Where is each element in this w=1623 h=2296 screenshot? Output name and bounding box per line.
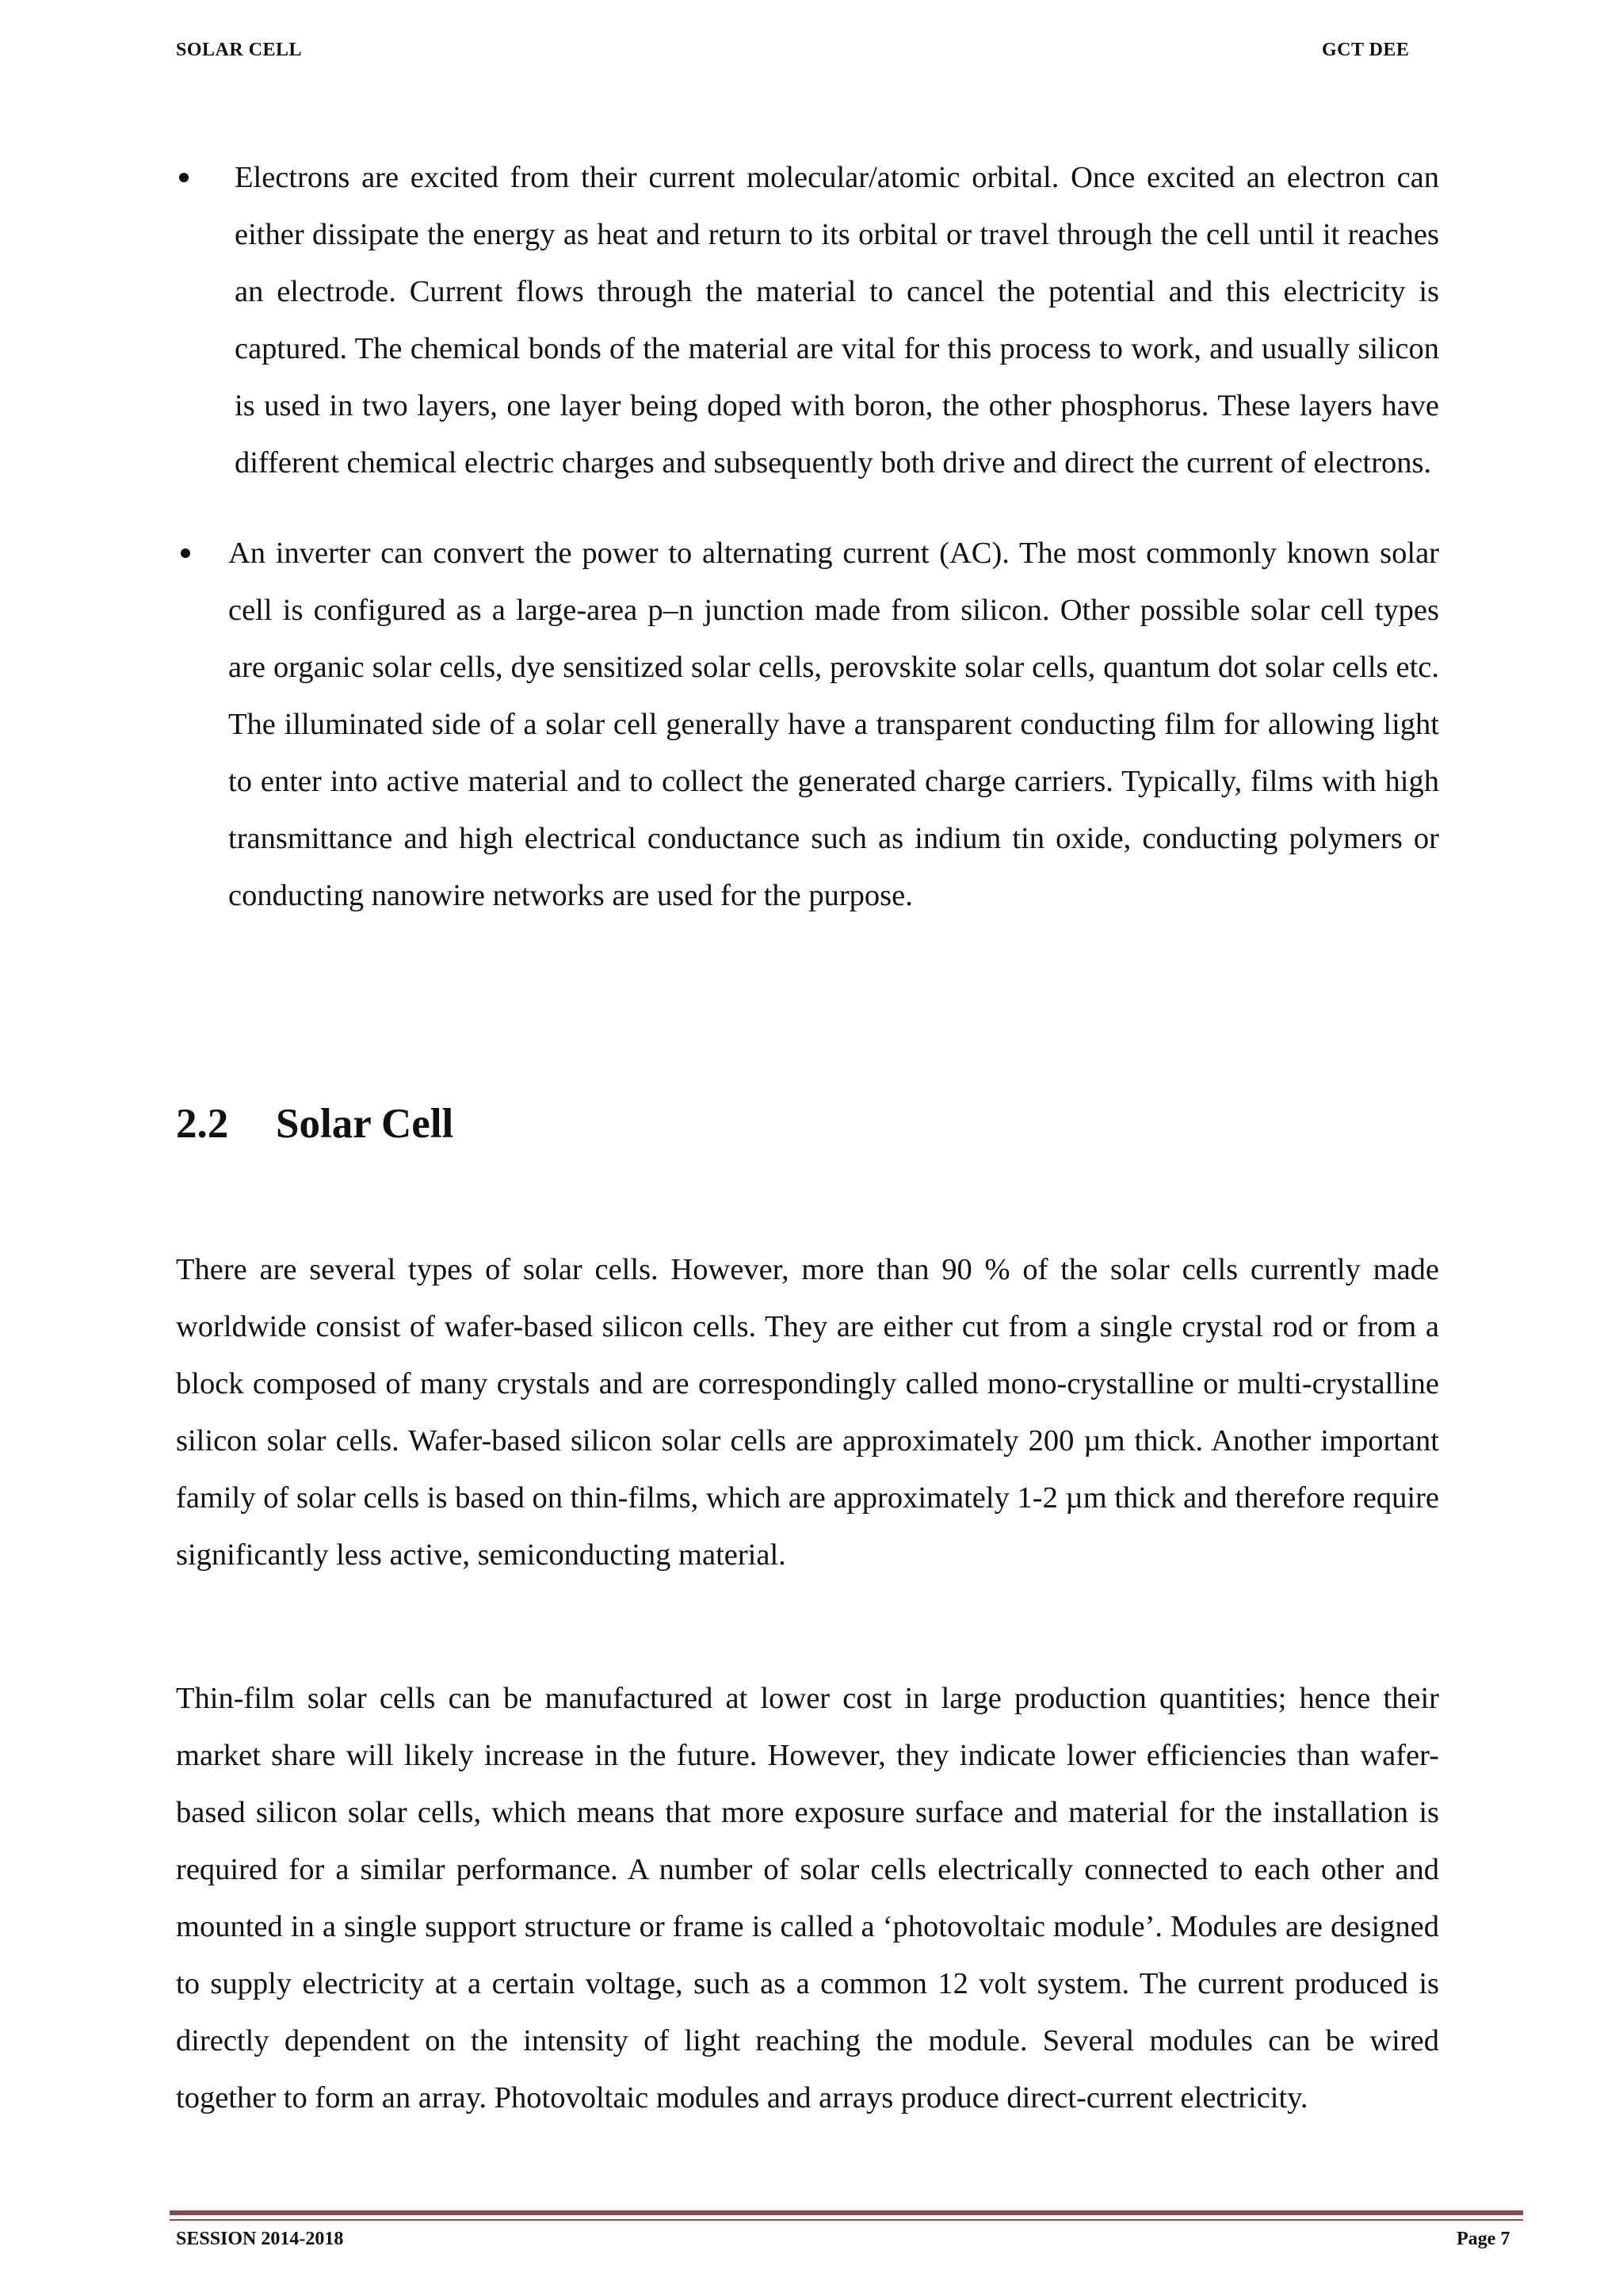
bullet-item-inverter <box>228 525 1439 924</box>
bullet-dot-icon <box>179 173 189 182</box>
footer-page-number: Page 7 <box>1457 2229 1510 2249</box>
footer-divider-thick <box>170 2210 1523 2215</box>
bullet-text: An inverter can convert the power to alternating current (AC). The most commonly known solar cell is configured as a large-area p–n junction made from silicon. Other possible solar cell types are organic solar cells, dye sensitized solar cells, perovskite solar cells, quantum dot solar cells etc. The illuminated side of a solar cell generally have a transparent conducting film for allowing light to enter into active material and to collect the generated charge carriers. Typically, films with high transmittance and high electrical conductance such as indium tin oxide, conducting polymers or conducting nanowire networks are used for the purpose. <box>228 537 1439 912</box>
paragraph-solar-cell-types: There are several types of solar cells. However, more than 90 % of the solar cells currently made worldwide consist of wafer-based silicon cells. They are either cut from a single crystal rod or from a block composed of many crystals and are correspondingly called mono-crystalline or multi-crystalline silicon solar cells. Wafer-based silicon solar cells are approximately 200 µm thick. Another important family of solar cells is based on thin-films, which are approximately 1-2 µm thick and therefore require significantly less active, semiconducting material. <box>176 1253 1439 1572</box>
section-heading <box>176 1100 453 1148</box>
bullet-item-electrons <box>235 149 1439 491</box>
bullet-text: Electrons are excited from their current molecular/atomic orbital. Once excited an electron can either dissipate the energy as heat and return to its orbital or travel through the cell until it reaches an electrode. Current flows through the material to cancel the potential and this electricity is captured. The chemical bonds of the material are vital for this process to work, and usually silicon is used in two layers, one layer being doped with boron, the other phosphorus. These layers have different chemical electric charges and subsequently both drive and direct the current of electrons. <box>235 161 1439 479</box>
footer-divider-thin <box>170 2219 1523 2221</box>
bullet-dot-icon <box>181 548 190 558</box>
section-number: 2.2 <box>176 1101 229 1147</box>
bullet-list <box>0 149 1623 924</box>
paragraph-thin-film: Thin-film solar cells can be manufactured at lower cost in large production quantities; hence their market share will likely increase in the future. However, they indicate lower efficiencies than wafer-based silicon solar cells, which means that more exposure surface and material for the installation is required for a similar performance. A number of solar cells electrically connected to each other and mounted in a single support structure or frame is called a ‘photovoltaic module’. Modules are designed to supply electricity at a certain voltage, such as a common 12 volt system. The current produced is directly dependent on the intensity of light reaching the module. Several modules can be wired together to form an array. Photovoltaic modules and arrays produce direct-current electricity. <box>176 1682 1439 2115</box>
header-department: GCT DEE <box>1322 40 1410 60</box>
header-document-title: SOLAR CELL <box>176 40 303 60</box>
footer-session: SESSION 2014-2018 <box>176 2229 344 2249</box>
section-title: Solar Cell <box>276 1101 454 1147</box>
